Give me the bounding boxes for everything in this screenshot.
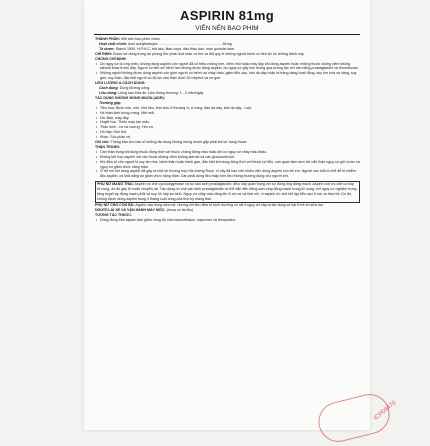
excipient-text: Starch 1500, H.P.M.C, bột talc, titan oxyd, dầu thầu dầu, màu quinolin lake. bbox=[115, 46, 235, 51]
adr-note-text: Thông báo cho bác sĩ những tác dụng không mong muốn gặp phải khi sử dụng thuốc. bbox=[110, 140, 248, 145]
active-ingredient-line: Hoạt chất chính: Acid acetylsalicylic ............................................................... 81mg bbox=[99, 41, 232, 46]
adr-item: • Hệ thần kinh trung ương: Mệt mỏi. bbox=[95, 111, 360, 116]
warning-item: • Cần thận trọng khi dùng thuốc đồng thời với thuốc chống đông máu hoặc khi có nguy cơ chảy máu khác. bbox=[95, 150, 360, 155]
contraindication-item: • Những người không được dùng aspirin còn gồm người có bệnh ưa chảy máu, giảm tiểu cầu, loét dạ dày hoặc tá tràng đang hoạt động, suy tim vừa và nặng, suy gan, suy thận, đặc biệt người có độ lọc cầu thận dưới 30 ml/phút và xơ gan. bbox=[95, 71, 360, 81]
active-text: Acid acetylsalicylic bbox=[127, 41, 158, 46]
pregnancy-text: Aspirin ức chế cyclooxygenase và sự sản sinh prostaglandin; điều này quan trọng với sự đóng ống động mạch. Aspirin còn ức chế co bóp tử cung, do đó gây trì hoãn chuyển dạ. Tác dụng ức chế sản sinh prostaglandin có thể dẫn đến đóng sớm ống động mạch trong tử cung, với nguy cơ nghiêm trọng tăng huyết áp động mạch phổi và suy hô hấp sơ sinh. Nguy cơ chảy máu tăng lên ở cả mẹ và thai nhi, vì aspirin ức chế kết tập tiểu cầu ở mẹ và thai nhi. Do đó, không được dùng aspirin trong 3 tháng cuối cùng của thời kỳ mang thai. bbox=[97, 182, 357, 201]
title-divider bbox=[94, 34, 360, 35]
composition-intro: Mỗi viên bao phim chứa: bbox=[120, 37, 161, 41]
pregnancy-heading: PHỤ NỮ MANG THAI: bbox=[97, 182, 134, 187]
dose-text: Uống sau bữa ăn. Liều thông thường: 1 - 2 viên/ngày. bbox=[118, 90, 204, 95]
adr-item: • Tiêu hóa: Buồn nôn, nôn, khó tiêu, khó chịu ở thượng vị, ợ nóng, đau dạ dày, loét dạ dày - ruột. bbox=[95, 106, 360, 111]
adr-common-label: Thường gặp: bbox=[99, 100, 122, 105]
driving-text: (chưa có tài liệu) bbox=[166, 208, 194, 213]
warning-item: • Ở trẻ em khi dùng aspirin đã gây ra một số trường hợp hội chứng Reye, vì vậy đã hạn chế nhiều việc dùng aspirin cho trẻ em. Người cao tuổi có thể dễ bị nhiễm độc aspirin, có khả năng do giảm chức năng thận. Cần phải dùng liều thấp hơn liều thông thường dùng cho người lớn. bbox=[95, 169, 360, 179]
adr-item: • Huyết học: Thiếu máu tan máu. bbox=[95, 120, 360, 125]
dose-label: Liều dùng: bbox=[99, 90, 118, 95]
active-label: Hoạt chất chính: bbox=[99, 41, 128, 46]
pregnancy-section bbox=[95, 181, 360, 204]
driving-heading: NGƯỜI LÁI XE VÀ VẬN HÀNH MÁY MÓC: bbox=[95, 208, 166, 213]
document-title: ASPIRIN 81mg bbox=[180, 8, 274, 23]
indication-heading: CHỈ ĐỊNH: bbox=[95, 51, 113, 56]
lactation-heading: PHỤ NỮ CHO CON BÚ: bbox=[95, 203, 135, 208]
contraindications-heading: CHỐNG CHỈ ĐỊNH: bbox=[95, 56, 127, 61]
interactions-heading: TƯƠNG TÁC THUỐC: bbox=[95, 213, 132, 218]
stamp-text: ICP09470 bbox=[373, 400, 398, 422]
adr-item: • Hô hấp: Khó thở. bbox=[95, 130, 360, 135]
route-text: Dùng đường uống. bbox=[119, 86, 151, 91]
dosage-heading: LIỀU LƯỢNG & CÁCH DÙNG: bbox=[95, 81, 146, 86]
adr-heading: TÁC DỤNG KHÔNG MONG MUỐN (ADR): bbox=[95, 95, 165, 100]
adr-item: • Thần kinh - cơ và xương: Yếu cơ. bbox=[95, 125, 360, 130]
route-label: Cách dùng: bbox=[99, 86, 119, 91]
leaflet-body bbox=[95, 37, 360, 223]
warning-item: • Không kết hợp aspirin với các thuốc kháng viêm không steroid và các glucocorticoid. bbox=[95, 155, 360, 160]
adr-item: • Khác: Sốc phản vệ. bbox=[95, 135, 360, 140]
leaflet-page bbox=[84, 0, 370, 430]
warning-item: • Khi điều trị cho người bị suy tim nhẹ, bệnh thận hoặc bệnh gan, đặc biệt khi dùng đồng thời với thuốc lợi tiểu, cần quan tâm xem xét cẩn thận nguy cơ giữ nước và nguy cơ giảm chức năng thận. bbox=[95, 160, 360, 170]
active-amount: 81mg bbox=[222, 41, 232, 46]
document-subtitle: VIÊN NÉN BAO PHIM bbox=[195, 25, 259, 32]
composition-heading: THÀNH PHẦN: bbox=[95, 37, 120, 41]
adr-item: • Da: Ban, mày đay. bbox=[95, 116, 360, 121]
adr-note-label: Ghi chú: bbox=[95, 140, 110, 145]
excipient-label: Tá dược: bbox=[99, 46, 115, 51]
contraindication-item: • Do nguy cơ dị ứng chéo, không dùng aspirin cho người đã có triệu chứng hen, viêm mũi hoặc mày đay khi dùng aspirin hoặc những thuốc chống viêm không steroid khác trước đây. Người có tiền sử bệnh hen không được dùng aspirin, do nguy cơ gây hen thông qua tương tác với cân bằng prostaglandin và thromboxan. bbox=[95, 62, 360, 72]
interaction-item: • Dùng đồng thời aspirin làm giảm nồng độ của indomethacin, naproxen và fenoprofen. bbox=[95, 218, 360, 223]
lactation-text: Aspirin vào trong sữa mẹ, nhưng với liều điều trị bình thường có rất ít nguy cơ xảy ra tác dụng có hại ở trẻ bú sữa mẹ. bbox=[135, 203, 324, 208]
warnings-heading: THẬN TRỌNG: bbox=[95, 144, 121, 149]
indication-text: Được sử dụng trong dự phòng thứ phát nhồi máu cơ tim và đột quỵ ở những người bệnh có tiền sử về những bệnh này. bbox=[113, 51, 305, 56]
